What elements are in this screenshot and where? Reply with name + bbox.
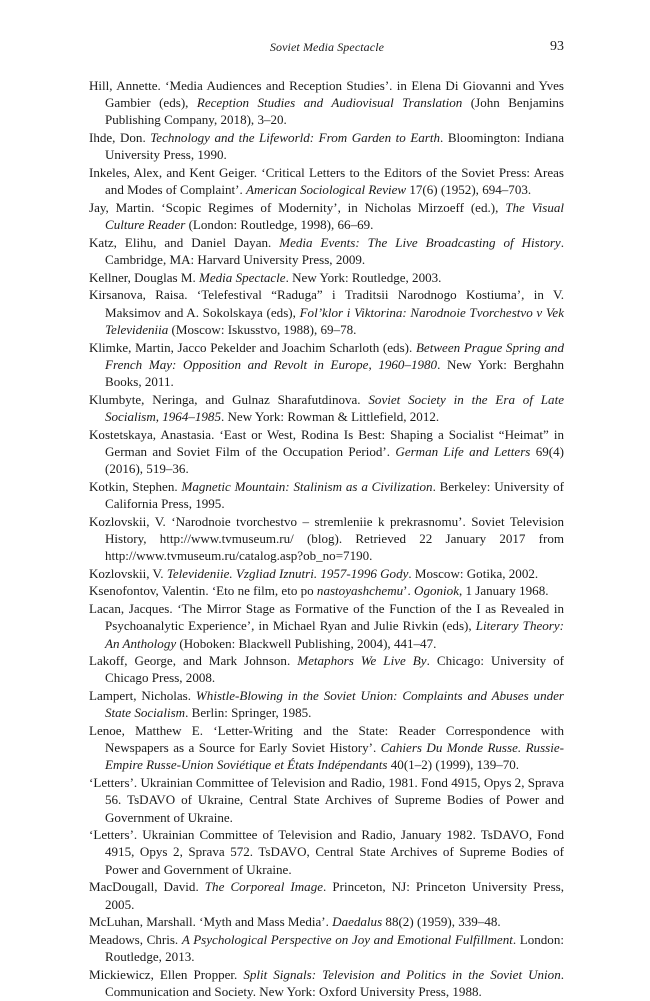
reference-title: Daedalus bbox=[332, 914, 383, 930]
reference-title: nastoyashchemu bbox=[316, 583, 404, 599]
reference-text: 17(6) (1952), 694–703. bbox=[406, 182, 532, 198]
reference-entry bbox=[89, 286, 564, 338]
running-head bbox=[90, 40, 564, 60]
page-number: 93 bbox=[550, 39, 564, 54]
reference-text: Lacan, Jacques. ‘The Mirror Stage as Formative of the Function of the I as Revealed in Psychoanalytic Experience’, in Michael Ryan and Julie Rivkin (eds), bbox=[89, 601, 564, 634]
reference-text: Ihde, Don. bbox=[89, 130, 151, 146]
reference-title: Reception Studies and Audiovisual Translation bbox=[196, 95, 463, 111]
reference-text: Inkeles, Alex, and Kent Geiger. ‘Critical Letters to the Editors of the Soviet Press: Areas and Modes of Complaint’. bbox=[89, 165, 564, 198]
reference-entry bbox=[89, 513, 564, 565]
reference-text: ‘Letters’. Ukrainian Committee of Television and Radio, January 1982. TsDAVO, Fond 4915, Opys 2, Sprava 572. TsDAVO, Central State Archives of Supreme Bodies of Power and Government of Ukraine. bbox=[89, 827, 564, 877]
reference-entry bbox=[89, 164, 564, 198]
reference-title: Fol’klor i Viktorina: Narodnoie Tvorchestvo v Vek Televideniia bbox=[105, 304, 564, 337]
reference-text: ‘Letters’. Ukrainian Committee of Television and Radio, 1981. Fond 4915, Opys 2, Sprava 56. TsDAVO of Ukraine, Central State Archives of Supreme Bodies of Power and Government of Ukraine. bbox=[89, 775, 564, 825]
reference-text: (Hoboken: Blackwell Publishing, 2004), 441–47. bbox=[176, 635, 437, 651]
reference-entry bbox=[89, 722, 564, 774]
reference-text: . New York: Rowman & Littlefield, 2012. bbox=[220, 408, 440, 424]
reference-entry bbox=[89, 478, 564, 512]
reference-text: . London: Routledge, 2013. bbox=[105, 931, 564, 965]
reference-entry bbox=[89, 878, 564, 912]
reference-title: The Visual Culture Reader bbox=[105, 199, 564, 233]
reference-entry bbox=[89, 582, 564, 599]
reference-text: ’. bbox=[403, 583, 415, 599]
reference-entry bbox=[89, 966, 564, 1000]
reference-text: 69(4) (2016), 519–36. bbox=[105, 443, 564, 476]
reference-text: Mickiewicz, Ellen Propper. bbox=[89, 966, 244, 982]
reference-text: . Bloomington: Indiana University Press, 1990. bbox=[105, 130, 564, 163]
reference-entry bbox=[89, 600, 564, 652]
reference-title: Metaphors We Live By bbox=[297, 653, 427, 669]
reference-title: Split Signals: Television and Politics in the Soviet Union bbox=[243, 966, 561, 982]
reference-text: (Moscow: Iskusstvo, 1988), 69–78. bbox=[168, 321, 357, 337]
reference-text: . Moscow: Gotika, 2002. bbox=[408, 565, 539, 581]
reference-entry bbox=[89, 565, 564, 582]
reference-text: . Berkeley: University of California Press, 1995. bbox=[105, 478, 564, 511]
reference-title: The Corporeal Image bbox=[204, 879, 324, 895]
reference-text: , 1 January 1968. bbox=[458, 583, 549, 599]
reference-text: Meadows, Chris. bbox=[89, 931, 182, 947]
reference-entry bbox=[89, 339, 564, 391]
reference-text: Katz, Elihu, and Daniel Dayan. bbox=[89, 234, 280, 250]
reference-title: Whistle-Blowing in the Soviet Union: Complaints and Abuses under State Socialism bbox=[105, 688, 564, 721]
reference-text: . Berlin: Springer, 1985. bbox=[185, 705, 312, 721]
reference-text: Kozlovskii, V. bbox=[89, 565, 167, 581]
reference-text: Kozlovskii, V. ‘Narodnoie tvorchestvo – stremleniie k prekrasnomu’. Soviet Television History, http://www.tvmuseum.ru/ (blog). Retrieved 22 January 2017 from http://www.tvmuseum.ru/catalog.asp?ob_no=7190. bbox=[89, 513, 564, 563]
reference-list bbox=[89, 77, 564, 1001]
reference-text: . Communication and Society. New York: Oxford University Press, 1988. bbox=[105, 966, 564, 1000]
reference-text: Klumbyte, Neringa, and Gulnaz Sharafutdinova. bbox=[89, 391, 369, 407]
reference-text: Klimke, Martin, Jacco Pekelder and Joachim Scharloth (eds). bbox=[89, 339, 416, 355]
reference-text: . Chicago: University of Chicago Press, 2008. bbox=[105, 653, 564, 686]
reference-entry bbox=[89, 931, 564, 965]
reference-title: Literary Theory: An Anthology bbox=[105, 618, 564, 651]
reference-entry bbox=[89, 391, 564, 425]
reference-title: Media Spectacle bbox=[199, 269, 286, 285]
reference-entry bbox=[89, 129, 564, 163]
reference-text: 40(1–2) (1999), 139–70. bbox=[387, 757, 520, 773]
reference-title: Between Prague Spring and French May: Opposition and Revolt in Europe, 1960–1980 bbox=[105, 339, 564, 372]
reference-text: . New York: Routledge, 2003. bbox=[285, 269, 442, 285]
reference-entry bbox=[89, 426, 564, 478]
reference-text: Jay, Martin. ‘Scopic Regimes of Modernity’, in Nicholas Mirzoeff (ed.), bbox=[89, 199, 506, 215]
reference-title: Media Events: The Live Broadcasting of History bbox=[279, 234, 561, 250]
reference-text: Ksenofontov, Valentin. ‘Eto ne film, eto po bbox=[89, 583, 317, 599]
reference-title: A Psychological Perspective on Joy and Emotional Fulfillment bbox=[181, 931, 513, 947]
reference-entry bbox=[89, 774, 564, 826]
reference-text: (John Benjamins Publishing Company, 2018), 3–20. bbox=[105, 95, 565, 128]
reference-title: Televideniie. Vzgliad Iznutri. 1957-1996 Gody bbox=[166, 565, 409, 581]
reference-text: . Cambridge, MA: Harvard University Press, 2009. bbox=[105, 234, 564, 268]
reference-text: Hill, Annette. ‘Media Audiences and Reception Studies’. in Elena Di Giovanni and Yves Gambier (eds), bbox=[89, 78, 564, 111]
reference-text: . New York: Berghahn Books, 2011. bbox=[105, 356, 564, 389]
reference-entry bbox=[89, 77, 564, 129]
reference-text: . Princeton, NJ: Princeton University Press, 2005. bbox=[105, 879, 564, 912]
reference-entry bbox=[89, 652, 564, 686]
reference-text: McLuhan, Marshall. ‘Myth and Mass Media’. bbox=[89, 914, 333, 930]
reference-text: Lenoe, Matthew E. ‘Letter-Writing and the State: Reader Correspondence with Newspapers as a Source for Early Soviet History’. bbox=[89, 723, 564, 756]
reference-entry bbox=[89, 913, 564, 930]
reference-text: Kostetskaya, Anastasia. ‘East or West, Rodina Is Best: Shaping a Socialist “Heimat” in German and Soviet Film of the Occupation Period’. bbox=[89, 426, 564, 459]
reference-text: Lakoff, George, and Mark Johnson. bbox=[89, 653, 298, 669]
reference-title: Magnetic Mountain: Stalinism as a Civilization bbox=[181, 478, 433, 494]
reference-title: German Life and Letters bbox=[395, 443, 531, 459]
reference-text: (London: Routledge, 1998), 66–69. bbox=[185, 217, 374, 233]
reference-title: Cahiers Du Monde Russe. Russie-Empire Russe-Union Soviétique et États Indépendants bbox=[105, 740, 564, 773]
reference-title: American Sociological Review bbox=[245, 182, 407, 198]
reference-text: Kirsanova, Raisa. ‘Telefestival “Raduga” i Traditsii Narodnogo Kostiuma’, in V. Maksimov and A. Sokolskaya (eds), bbox=[89, 287, 564, 320]
running-title: Soviet Media Spectacle bbox=[269, 40, 385, 54]
reference-entry bbox=[89, 826, 564, 878]
reference-title: Ogoniok bbox=[414, 583, 459, 599]
reference-entry bbox=[89, 234, 564, 268]
reference-text: MacDougall, David. bbox=[89, 879, 205, 895]
reference-title: Technology and the Lifeworld: From Garden to Earth bbox=[150, 130, 441, 146]
reference-entry bbox=[89, 199, 564, 233]
reference-text: Lampert, Nicholas. bbox=[89, 688, 196, 704]
reference-entry bbox=[89, 269, 564, 286]
reference-text: Kellner, Douglas M. bbox=[89, 269, 199, 285]
reference-text: 88(2) (1959), 339–48. bbox=[382, 914, 501, 930]
reference-title: Soviet Society in the Era of Late Socialism, 1964–1985 bbox=[105, 391, 564, 424]
reference-text: Kotkin, Stephen. bbox=[89, 478, 182, 494]
reference-entry bbox=[89, 687, 564, 721]
